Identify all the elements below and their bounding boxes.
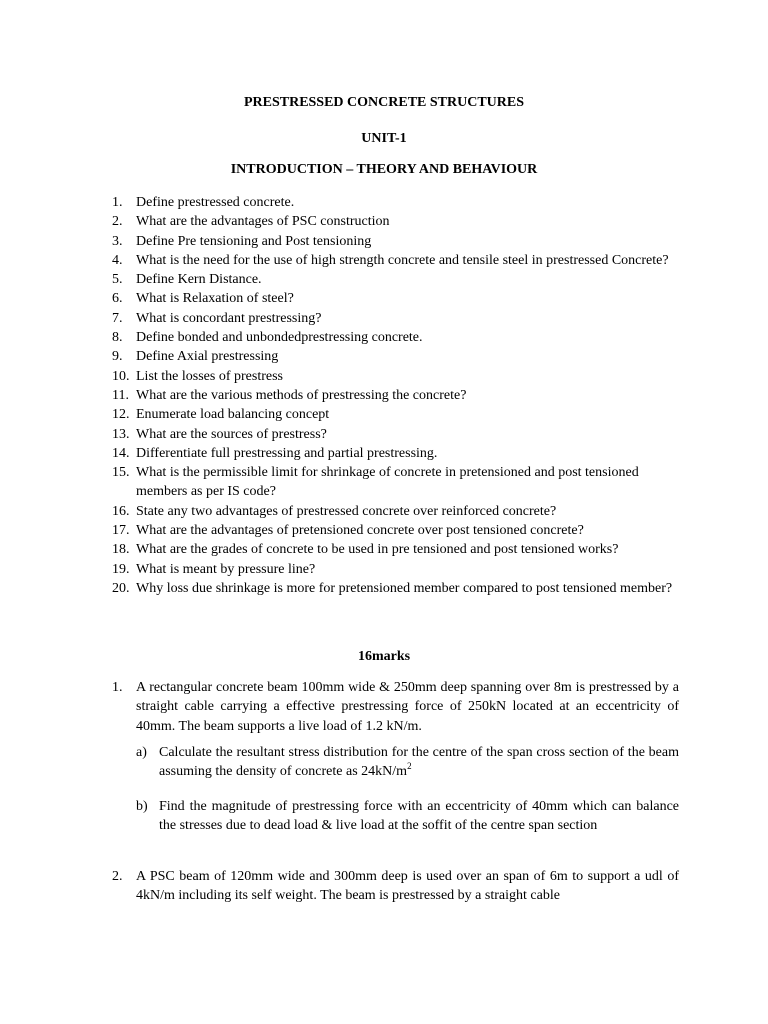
sub-question-letter: a) xyxy=(136,745,147,760)
question-text: Why loss due shrinkage is more for pretensioned member compared to post tensioned member? xyxy=(136,580,673,596)
question-text: A rectangular concrete beam 100mm wide & 250mm deep spanning over 8m is prestressed by a straight cable carrying a effective prestressing force of 250kN located at an eccentricity of 40mm. The beam supports a live load of 1.2 kN/m. xyxy=(136,680,679,734)
question-text: Define Axial prestressing xyxy=(136,349,279,365)
question-text: A PSC beam of 120mm wide and 300mm deep is used over an span of 6m to support a udl of 4kN/m including its self weight. The beam is prestressed by a straight cable xyxy=(136,869,679,904)
question-number: 10. xyxy=(112,368,130,384)
question-text: What are the advantages of PSC construction xyxy=(136,214,390,230)
long-question xyxy=(0,867,768,906)
question-number: 2. xyxy=(112,869,123,884)
superscript: 2 xyxy=(407,761,412,772)
question-number: 19. xyxy=(112,561,130,577)
long-question xyxy=(0,678,768,736)
document-title: PRESTRESSED CONCRETE STRUCTURES xyxy=(243,95,525,110)
list-item xyxy=(0,289,768,308)
question-text: What is the need for the use of high strength concrete and tensile steel in prestressed Concrete? xyxy=(136,252,669,268)
list-item xyxy=(0,444,768,463)
sub-question-text-wrap xyxy=(159,743,679,782)
sub-question xyxy=(0,797,768,836)
sub-question-text: Find the magnitude of prestressing force with an eccentricity of 40mm which can balance the stresses due to dead load & live load at the soffit of the centre span section xyxy=(159,799,679,834)
list-item xyxy=(0,232,768,251)
list-item xyxy=(0,386,768,405)
question-number: 13. xyxy=(112,426,130,442)
question-number: 15. xyxy=(112,465,130,481)
question-number: 1. xyxy=(112,195,123,210)
question-number: 14. xyxy=(112,445,130,461)
question-text: What is concordant prestressing? xyxy=(136,310,322,326)
question-number: 11. xyxy=(112,387,129,403)
list-item xyxy=(0,463,768,502)
question-number: 5. xyxy=(112,272,123,288)
question-number: 1. xyxy=(112,680,123,695)
list-item xyxy=(0,328,768,347)
question-text: Differentiate full prestressing and partial prestressing. xyxy=(136,445,438,461)
list-item xyxy=(0,521,768,540)
question-text: What are the various methods of prestressing the concrete? xyxy=(136,387,467,403)
question-number: 2. xyxy=(112,214,123,230)
question-text: What is the permissible limit for shrinkage of concrete in pretensioned and post tensioned members as per IS code? xyxy=(136,465,639,500)
list-item xyxy=(0,560,768,579)
question-number: 3. xyxy=(112,233,123,249)
list-item xyxy=(0,193,768,212)
question-number: 17. xyxy=(112,523,130,539)
question-number: 6. xyxy=(112,291,123,307)
question-number: 18. xyxy=(112,542,130,558)
sub-question xyxy=(0,743,768,782)
sub-question-letter: b) xyxy=(136,799,148,814)
question-number: 16. xyxy=(112,503,130,519)
question-number: 20. xyxy=(112,580,130,596)
question-text: Define prestressed concrete. xyxy=(136,195,295,210)
question-text: Define bonded and unbondedprestressing concrete. xyxy=(136,330,423,346)
unit-heading: UNIT-1 xyxy=(361,131,407,146)
question-number: 4. xyxy=(112,252,123,268)
question-number: 8. xyxy=(112,330,123,346)
question-text: What are the sources of prestress? xyxy=(136,426,327,442)
section-heading: INTRODUCTION – THEORY AND BEHAVIOUR xyxy=(230,162,538,177)
list-item xyxy=(0,405,768,424)
list-item xyxy=(0,251,768,270)
question-text: Enumerate load balancing concept xyxy=(136,407,330,423)
question-text: What are the advantages of pretensioned concrete over post tensioned concrete? xyxy=(136,523,584,539)
question-text: Define Pre tensioning and Post tensioning xyxy=(136,233,372,249)
question-number: 12. xyxy=(112,407,130,423)
question-text: List the losses of prestress xyxy=(136,368,283,384)
sub-question-text: Calculate the resultant stress distribution for the centre of the span cross section of the beam assuming the density of concrete as 24kN/m xyxy=(159,745,679,780)
question-text: Define Kern Distance. xyxy=(136,272,262,288)
list-item xyxy=(0,212,768,231)
list-item xyxy=(0,309,768,328)
list-item xyxy=(0,579,768,598)
question-text: What is meant by pressure line? xyxy=(136,561,316,577)
question-number: 9. xyxy=(112,349,123,365)
list-item xyxy=(0,347,768,366)
list-item xyxy=(0,502,768,521)
list-item xyxy=(0,270,768,289)
list-item xyxy=(0,540,768,559)
list-item xyxy=(0,367,768,386)
question-text: What are the grades of concrete to be used in pre tensioned and post tensioned works? xyxy=(136,542,619,558)
short-questions-list xyxy=(0,193,768,598)
question-number: 7. xyxy=(112,310,123,326)
question-text: State any two advantages of prestressed concrete over reinforced concrete? xyxy=(136,503,557,519)
marks-heading: 16marks xyxy=(357,649,411,664)
question-text: What is Relaxation of steel? xyxy=(136,291,294,307)
list-item xyxy=(0,425,768,444)
